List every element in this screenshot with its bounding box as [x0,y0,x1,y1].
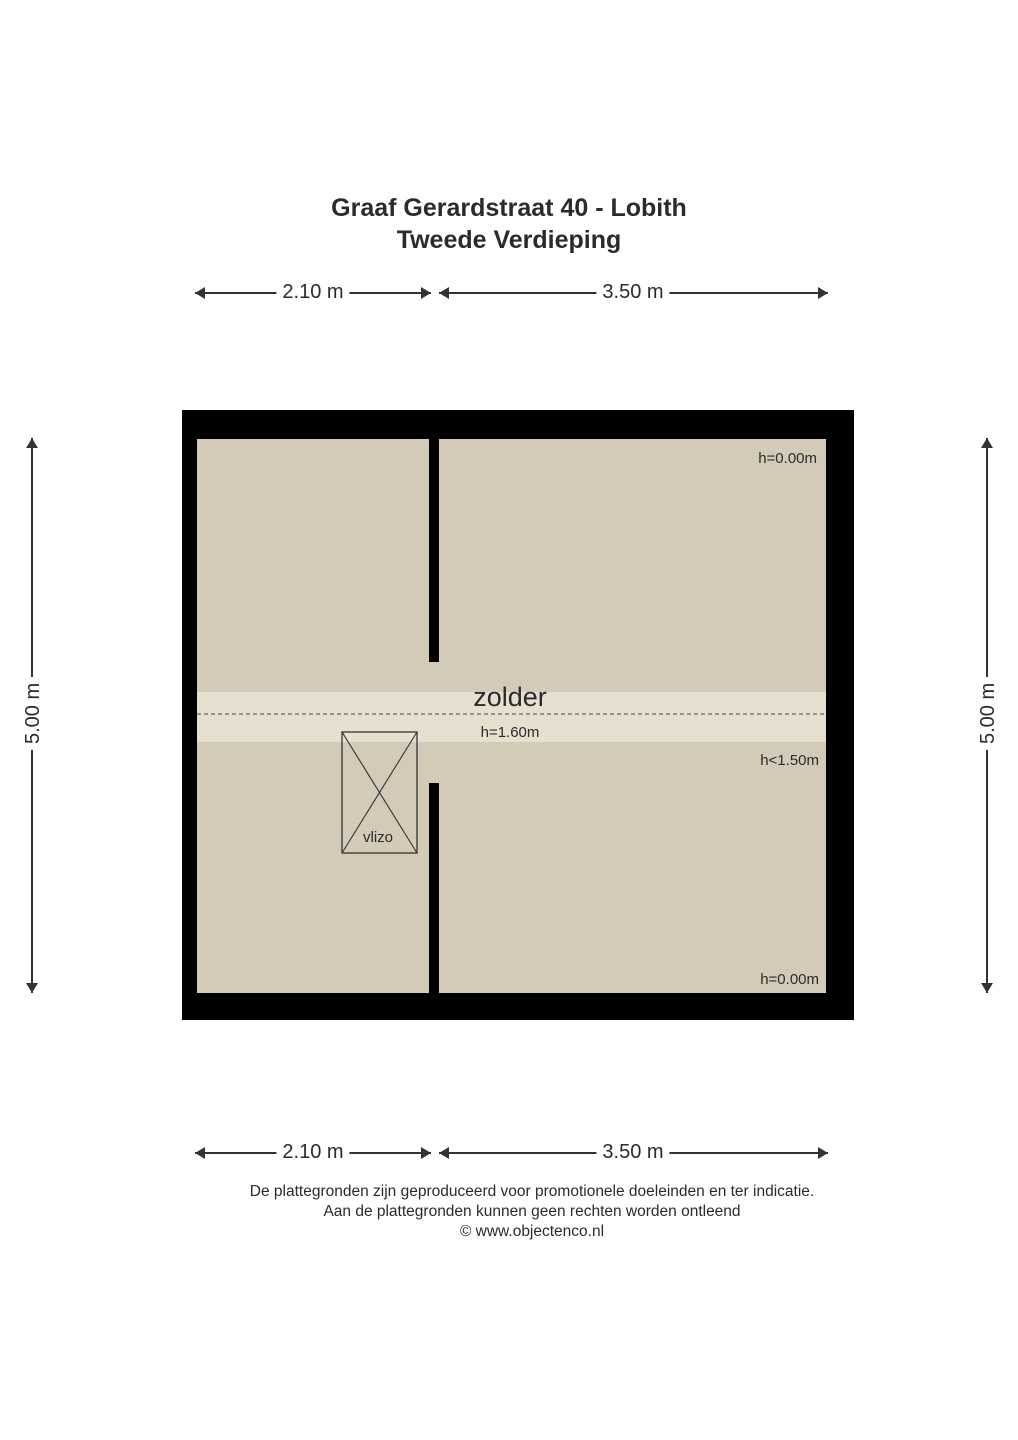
copyright-line: © www.objectenco.nl [459,1223,605,1240]
disclaimer-line-2: Aan de plattegronden kunnen geen rechten worden ontleend [323,1203,741,1220]
dimension-label: 3.50 m [596,281,669,304]
partition-wall-upper [429,439,439,662]
room-name: zolder [473,682,547,712]
dimension-label: 2.10 m [276,281,349,304]
floor-title: Tweede Verdieping [396,226,622,254]
hatch-label: vlizo [362,829,394,846]
low-height-note: h<1.50m [760,752,819,769]
eave-height-top: h=0.00m [758,450,817,467]
dimension-label: 2.10 m [276,1141,349,1164]
eave-height-bottom: h=0.00m [760,971,819,988]
dimension-label: 3.50 m [596,1141,669,1164]
dimension-label: 5.00 m [977,677,1000,750]
dimension-label: 5.00 m [22,677,45,750]
ridge-height: h=1.60m [480,724,540,741]
partition-wall-lower [429,783,439,993]
plan-title: Graaf Gerardstraat 40 - Lobith [331,194,687,222]
disclaimer-line-1: De plattegronden zijn geproduceerd voor promotionele doeleinden en ter indicatie. [249,1183,815,1200]
